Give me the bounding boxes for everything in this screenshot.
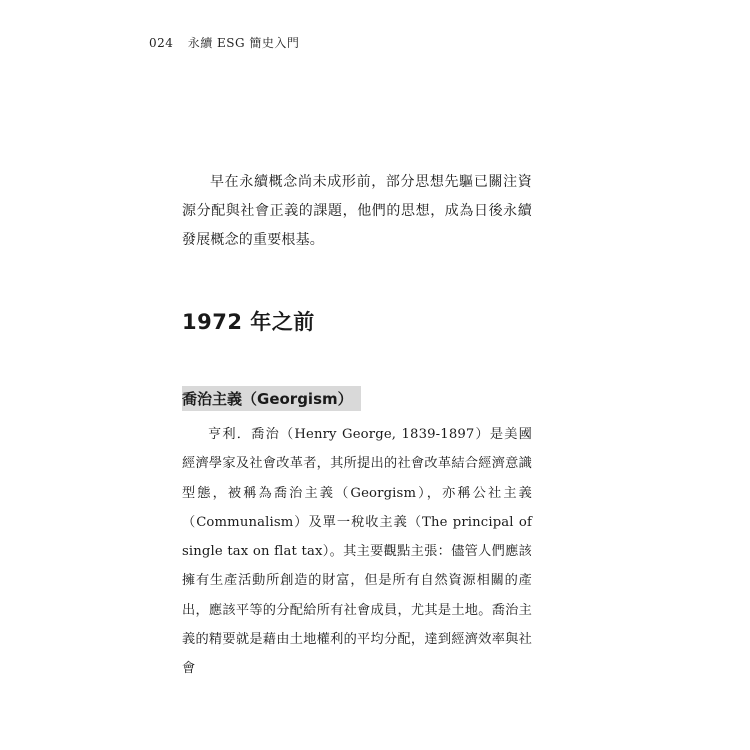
intro-paragraph: 早在永續概念尚未成形前，部分思想先驅已關注資源分配與社會正義的課題，他們的思想，成為日後永續發展概念的重要根基。 xyxy=(182,174,532,248)
running-header xyxy=(149,34,299,51)
subsection-heading: 喬治主義（Georgism） xyxy=(182,386,361,411)
book-title: 永續 ESG 簡史入門 xyxy=(187,36,300,50)
page-number: 024 xyxy=(149,36,174,50)
section-heading: 1972 年之前 xyxy=(182,310,315,334)
body-paragraph: 亨利．喬治（Henry George, 1839-1897）是美國經濟學家及社會改革者，其所提出的社會改革結合經濟意識型態，被稱為喬治主義（Georgism），亦稱公社主義（Communalism）及單一稅收主義（The principal of single tax on flat tax）。其主要觀點主張：儘管人們應該擁有生產活動所創造的財富，但是所有自然資源相關的產出，應該平等的分配給所有社會成員，尤其是土地。喬治主義的精要就是藉由土地權利的平均分配，達到經濟效率與社會 xyxy=(182,427,532,677)
